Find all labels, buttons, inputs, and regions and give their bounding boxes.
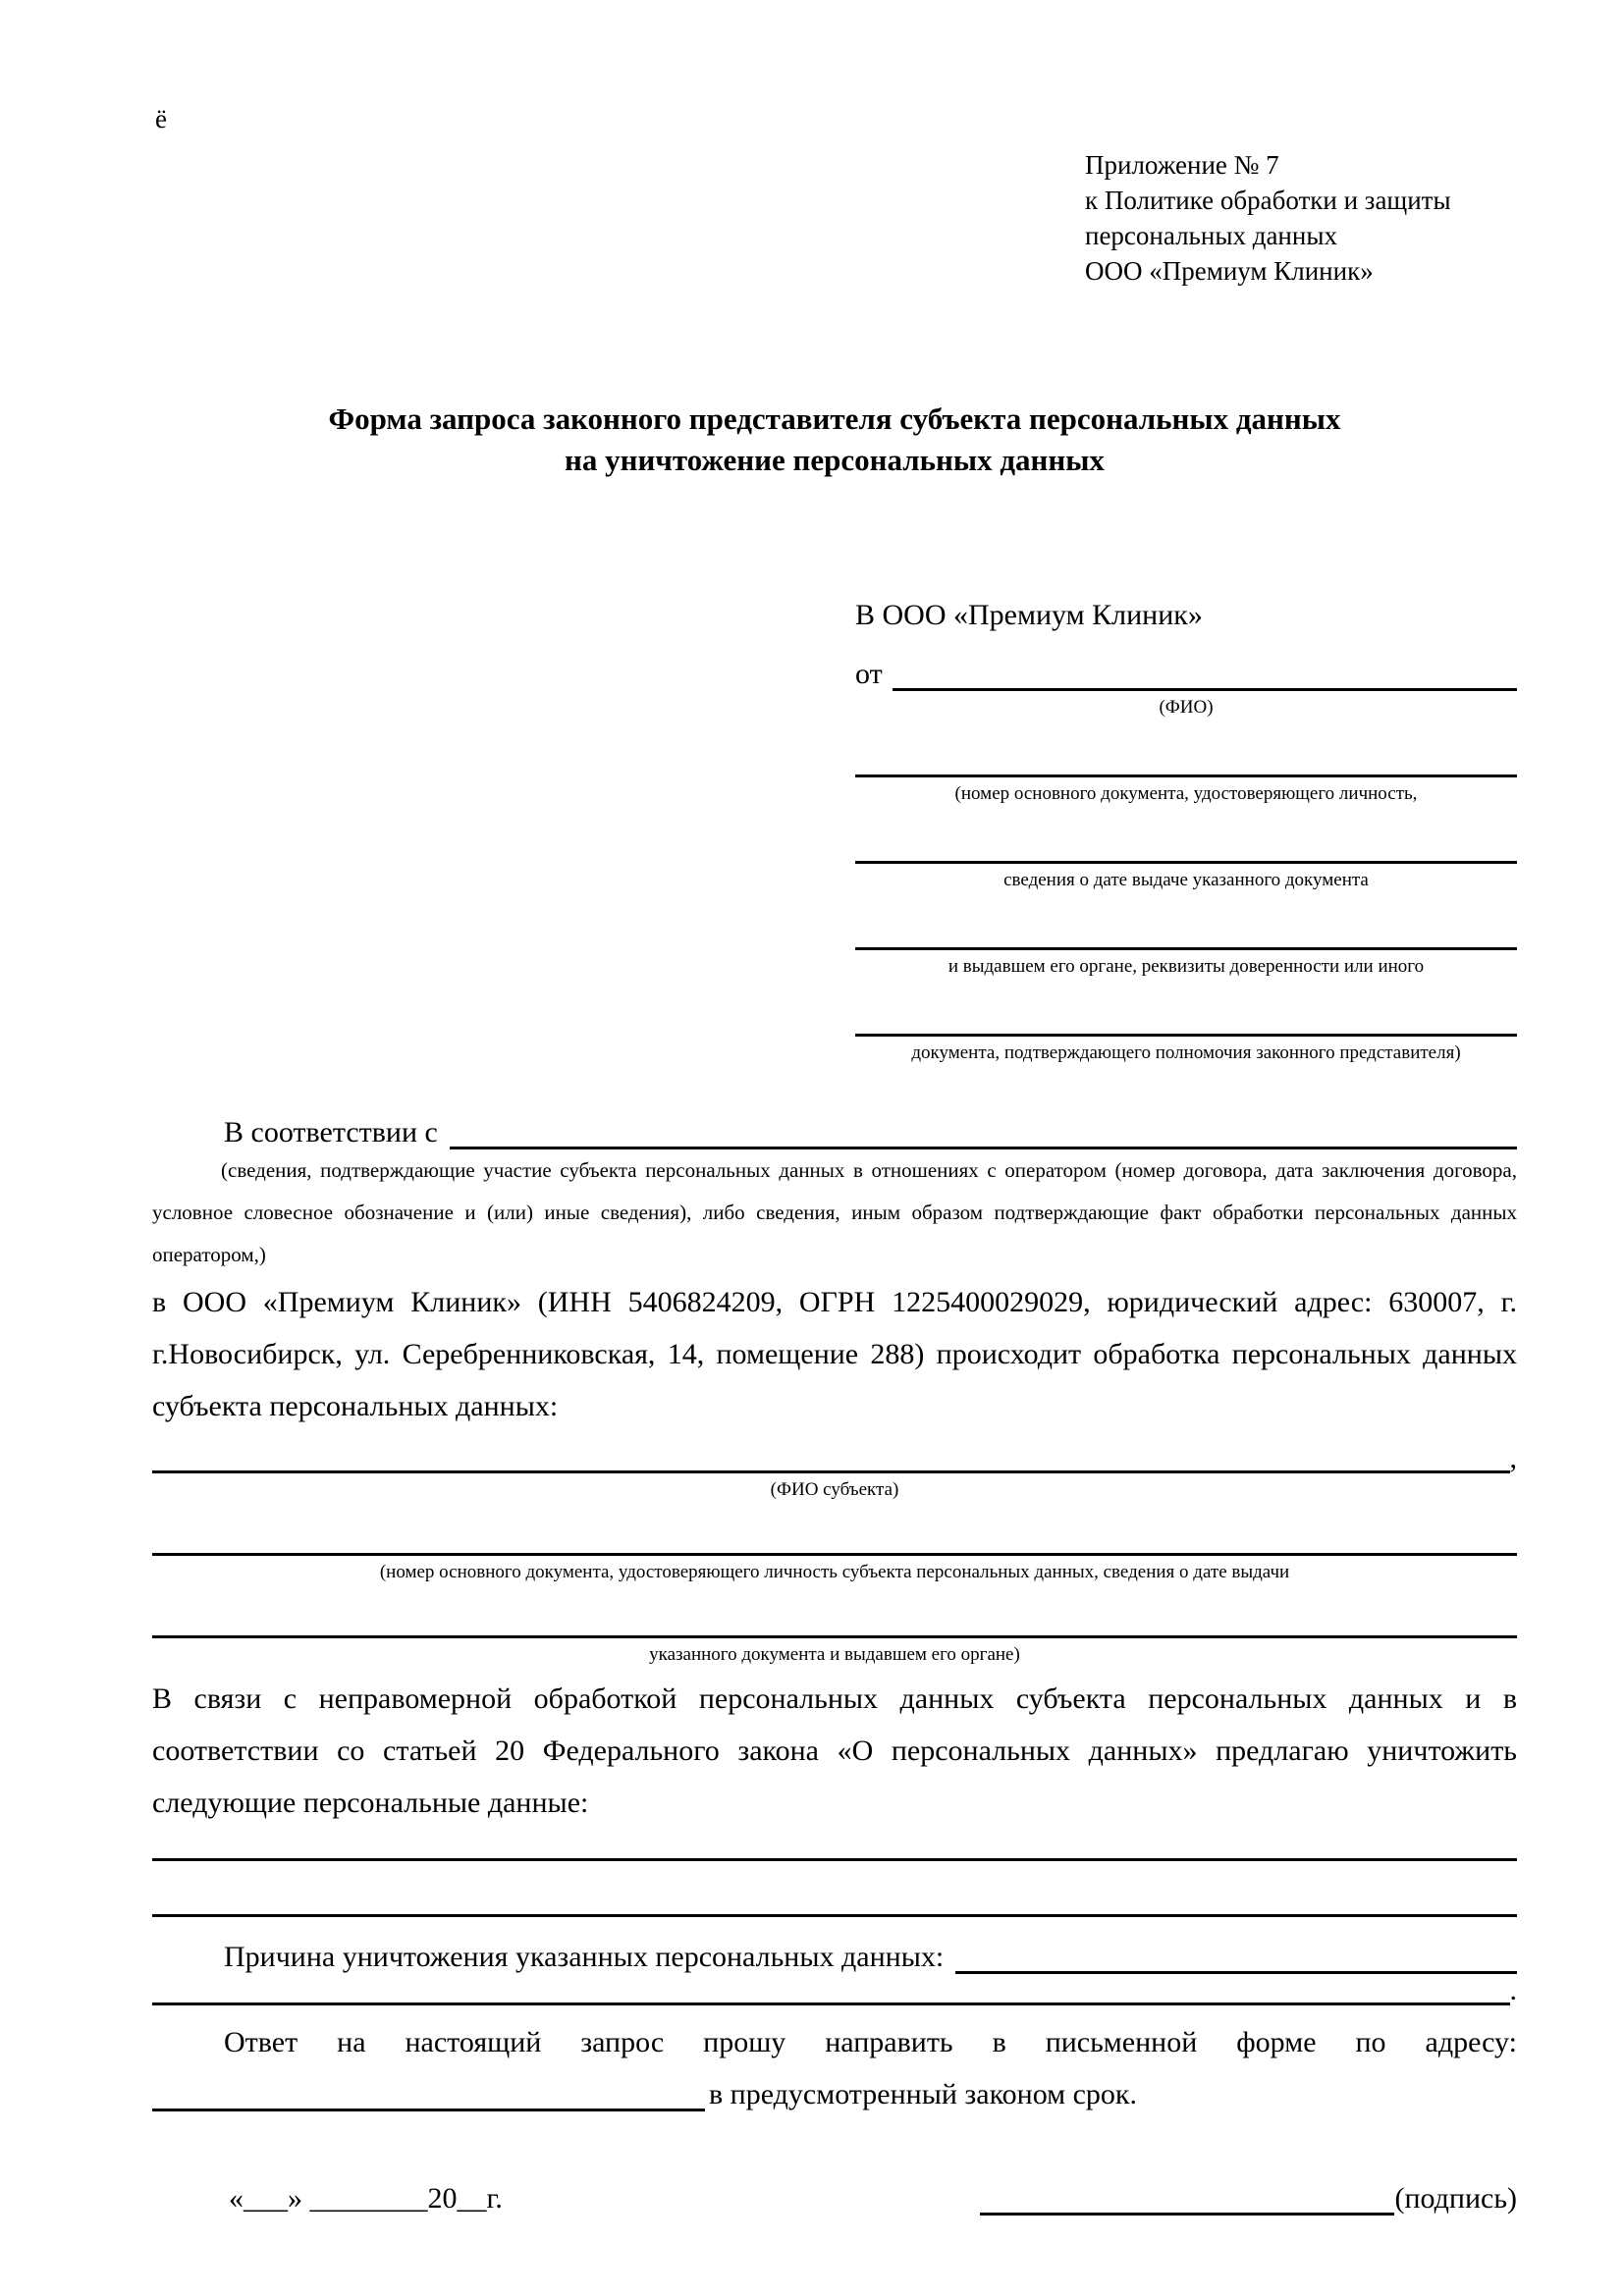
signature-group [980, 2182, 1517, 2216]
document-title [152, 399, 1517, 481]
data-blank-line-1 [152, 1858, 1517, 1861]
answer-paragraph: Ответ на настоящий запрос прошу направить в письменной форме по адресу: [224, 2026, 1517, 2058]
reason-blank-line [955, 1971, 1517, 1974]
addressee-block [855, 597, 1517, 1065]
from-field [855, 646, 1517, 691]
doc-blank-line-4 [855, 1034, 1517, 1037]
doc-blank-line-3 [855, 947, 1517, 950]
signature-caption: (подпись) [1394, 2182, 1517, 2215]
doc-blank-line-1 [855, 774, 1517, 777]
signature-blank-line [980, 2213, 1394, 2216]
accordance-field [152, 1104, 1517, 1149]
address-blank-line [152, 2109, 705, 2111]
answer-tail: в предусмотренный законом срок. [709, 2078, 1137, 2110]
title-line-2: на уничтожение персональных данных [565, 443, 1105, 477]
reason-label: Причина уничтожения указанных персональных данных: [224, 1941, 945, 1973]
date-line: «___» ________20__г. [229, 2182, 503, 2215]
reason-continuation-field [152, 1974, 1517, 2006]
doc-blank-line-2 [855, 861, 1517, 864]
doc-caption-1: (номер основного документа, удостоверяющего личность, [954, 783, 1418, 804]
appendix-header [1085, 147, 1517, 289]
data-blank-line-2 [152, 1914, 1517, 1917]
title-line-1: Форма запроса законного представителя субъекта персональных данных [328, 401, 1341, 436]
accordance-note: (сведения, подтверждающие участие субъекта персональных данных в отношениях с оператором (номер договора, дата заключения договора, условное словесное обозначение и (или) иные сведения), либо сведения, иным образом подтверждающие факт обработки персональных данных оператором,) [152, 1158, 1517, 1266]
stray-char: ё [155, 104, 167, 133]
subject-doc-caption-2: указанного документа и выдавшем его органе) [649, 1644, 1020, 1665]
answer-address-field [152, 2068, 1517, 2111]
from-blank-line [893, 688, 1517, 691]
date-signature-row [152, 2182, 1517, 2216]
doc-caption-3: и выдавшем его органе, реквизиты доверенности или иного [947, 956, 1425, 977]
subject-doc-caption-1: (номер основного документа, удостоверяющего личность субъекта персональных данных, сведения о дате выдачи [379, 1562, 1290, 1582]
appendix-line-1: Приложение № 7 [1085, 150, 1279, 180]
trailing-period: . [1509, 1974, 1517, 2006]
appendix-line-3: персональных данных [1085, 221, 1337, 250]
fio-caption: (ФИО) [1159, 697, 1214, 718]
addressee-to: В ООО «Премиум Клиник» [855, 599, 1203, 631]
subject-fio-caption: (ФИО субъекта) [770, 1479, 899, 1500]
doc-caption-4: документа, подтверждающего полномочия законного представителя) [911, 1042, 1461, 1063]
doc-caption-2: сведения о дате выдаче указанного документа [1003, 870, 1369, 890]
subject-fio-field [152, 1434, 1517, 1473]
appendix-line-2: к Политике обработки и защиты [1085, 186, 1451, 215]
reason-continuation-blank-line [152, 2002, 1510, 2005]
accordance-label: В соответствии с [224, 1116, 438, 1148]
unlawful-paragraph: В связи с неправомерной обработкой персональных данных субъекта персональных данных и в соответствии со статьей 20 Федерального закона «О персональных данных» предлагаю уничтожить следующие персональные данные: [152, 1682, 1517, 1819]
appendix-line-4: ООО «Премиум Клиник» [1085, 256, 1374, 286]
from-label: от [855, 658, 883, 690]
trailing-comma: , [1509, 1442, 1517, 1474]
operator-paragraph: в ООО «Премиум Клиник» (ИНН 5406824209, ОГРН 1225400029029, юридический адрес: 630007, г. г.Новосибирск, ул. Серебренниковская, 14, помещение 288) происходит обработка персональных данных субъекта персональных данных: [152, 1286, 1517, 1422]
subject-doc-blank-line-1 [152, 1553, 1517, 1556]
subject-doc-blank-line-2 [152, 1635, 1517, 1638]
reason-field [152, 1931, 1517, 1974]
subject-fio-blank-line [152, 1470, 1510, 1473]
